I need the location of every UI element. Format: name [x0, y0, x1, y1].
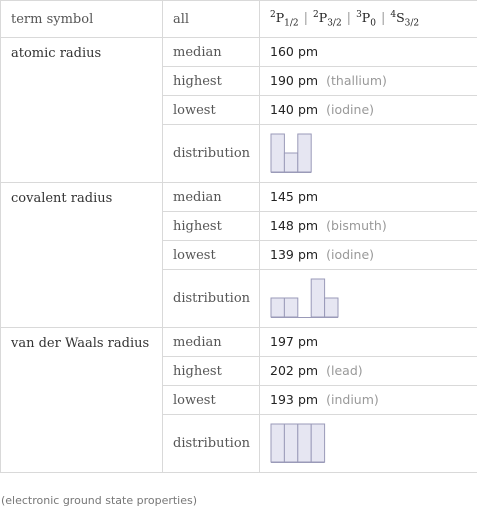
- term-separator: |: [380, 10, 386, 26]
- header-row: [1, 1, 477, 38]
- term-symbol-3: $^3P_0$: [356, 9, 376, 29]
- histogram-bar: [271, 134, 284, 172]
- lowest-value: 139 pm (iodine): [260, 241, 477, 270]
- term-separator: |: [346, 10, 352, 26]
- all-header: all: [163, 1, 260, 38]
- histogram-bar: [325, 298, 338, 317]
- property-name-covalent-radius: covalent radius: [1, 183, 163, 328]
- lowest-label: lowest: [163, 241, 260, 270]
- lowest-label: lowest: [163, 96, 260, 125]
- histogram-bar: [284, 153, 297, 172]
- covalent-radius-histogram: [270, 277, 350, 321]
- element-note: (thallium): [326, 73, 387, 88]
- vdw-radius-median-row: [1, 328, 477, 357]
- term-symbol-2: $^2P_{3/2}$: [313, 9, 342, 29]
- highest-value: 148 pm (bismuth): [260, 212, 477, 241]
- distribution-label: distribution: [163, 415, 260, 473]
- histogram-bar: [284, 298, 297, 317]
- highest-value: 202 pm (lead): [260, 357, 477, 386]
- highest-label: highest: [163, 212, 260, 241]
- distribution-histogram-cell: [260, 415, 477, 473]
- atomic-radius-histogram: [270, 132, 350, 176]
- histogram-bar: [284, 424, 297, 462]
- histogram-bar: [298, 424, 311, 462]
- footer-note: (electronic ground state properties): [1, 494, 198, 507]
- highest-label: highest: [163, 67, 260, 96]
- histogram-bar: [311, 424, 324, 462]
- lowest-value: 140 pm (iodine): [260, 96, 477, 125]
- element-note: (lead): [326, 363, 363, 378]
- distribution-label: distribution: [163, 125, 260, 183]
- median-label: median: [163, 183, 260, 212]
- property-name-atomic-radius: atomic radius: [1, 38, 163, 183]
- distribution-label: distribution: [163, 270, 260, 328]
- median-value: 145 pm: [260, 183, 477, 212]
- median-label: median: [163, 38, 260, 67]
- term-symbol-4: $^4S_{3/2}$: [390, 9, 420, 29]
- lowest-label: lowest: [163, 386, 260, 415]
- histogram-bar: [271, 298, 284, 317]
- element-note: (iodine): [326, 102, 375, 117]
- element-note: (bismuth): [326, 218, 387, 233]
- histogram-bar: [271, 424, 284, 462]
- median-value: 197 pm: [260, 328, 477, 357]
- vdw-radius-histogram: [270, 422, 350, 466]
- term-symbols-cell: [260, 1, 477, 38]
- atomic-radius-median-row: [1, 38, 477, 67]
- distribution-histogram-cell: [260, 270, 477, 328]
- median-value: 160 pm: [260, 38, 477, 67]
- term-separator: |: [303, 10, 309, 26]
- histogram-bar: [298, 134, 311, 172]
- covalent-radius-median-row: [1, 183, 477, 212]
- property-name-van-der-waals-radius: van der Waals radius: [1, 328, 163, 473]
- lowest-value: 193 pm (indium): [260, 386, 477, 415]
- highest-label: highest: [163, 357, 260, 386]
- element-note: (iodine): [326, 247, 375, 262]
- median-label: median: [163, 328, 260, 357]
- term-symbol-header: term symbol: [1, 1, 163, 38]
- highest-value: 190 pm (thallium): [260, 67, 477, 96]
- element-note: (indium): [326, 392, 379, 407]
- histogram-bar: [311, 279, 324, 317]
- distribution-histogram-cell: [260, 125, 477, 183]
- term-symbol-1: $^2P_{1/2}$: [270, 9, 299, 29]
